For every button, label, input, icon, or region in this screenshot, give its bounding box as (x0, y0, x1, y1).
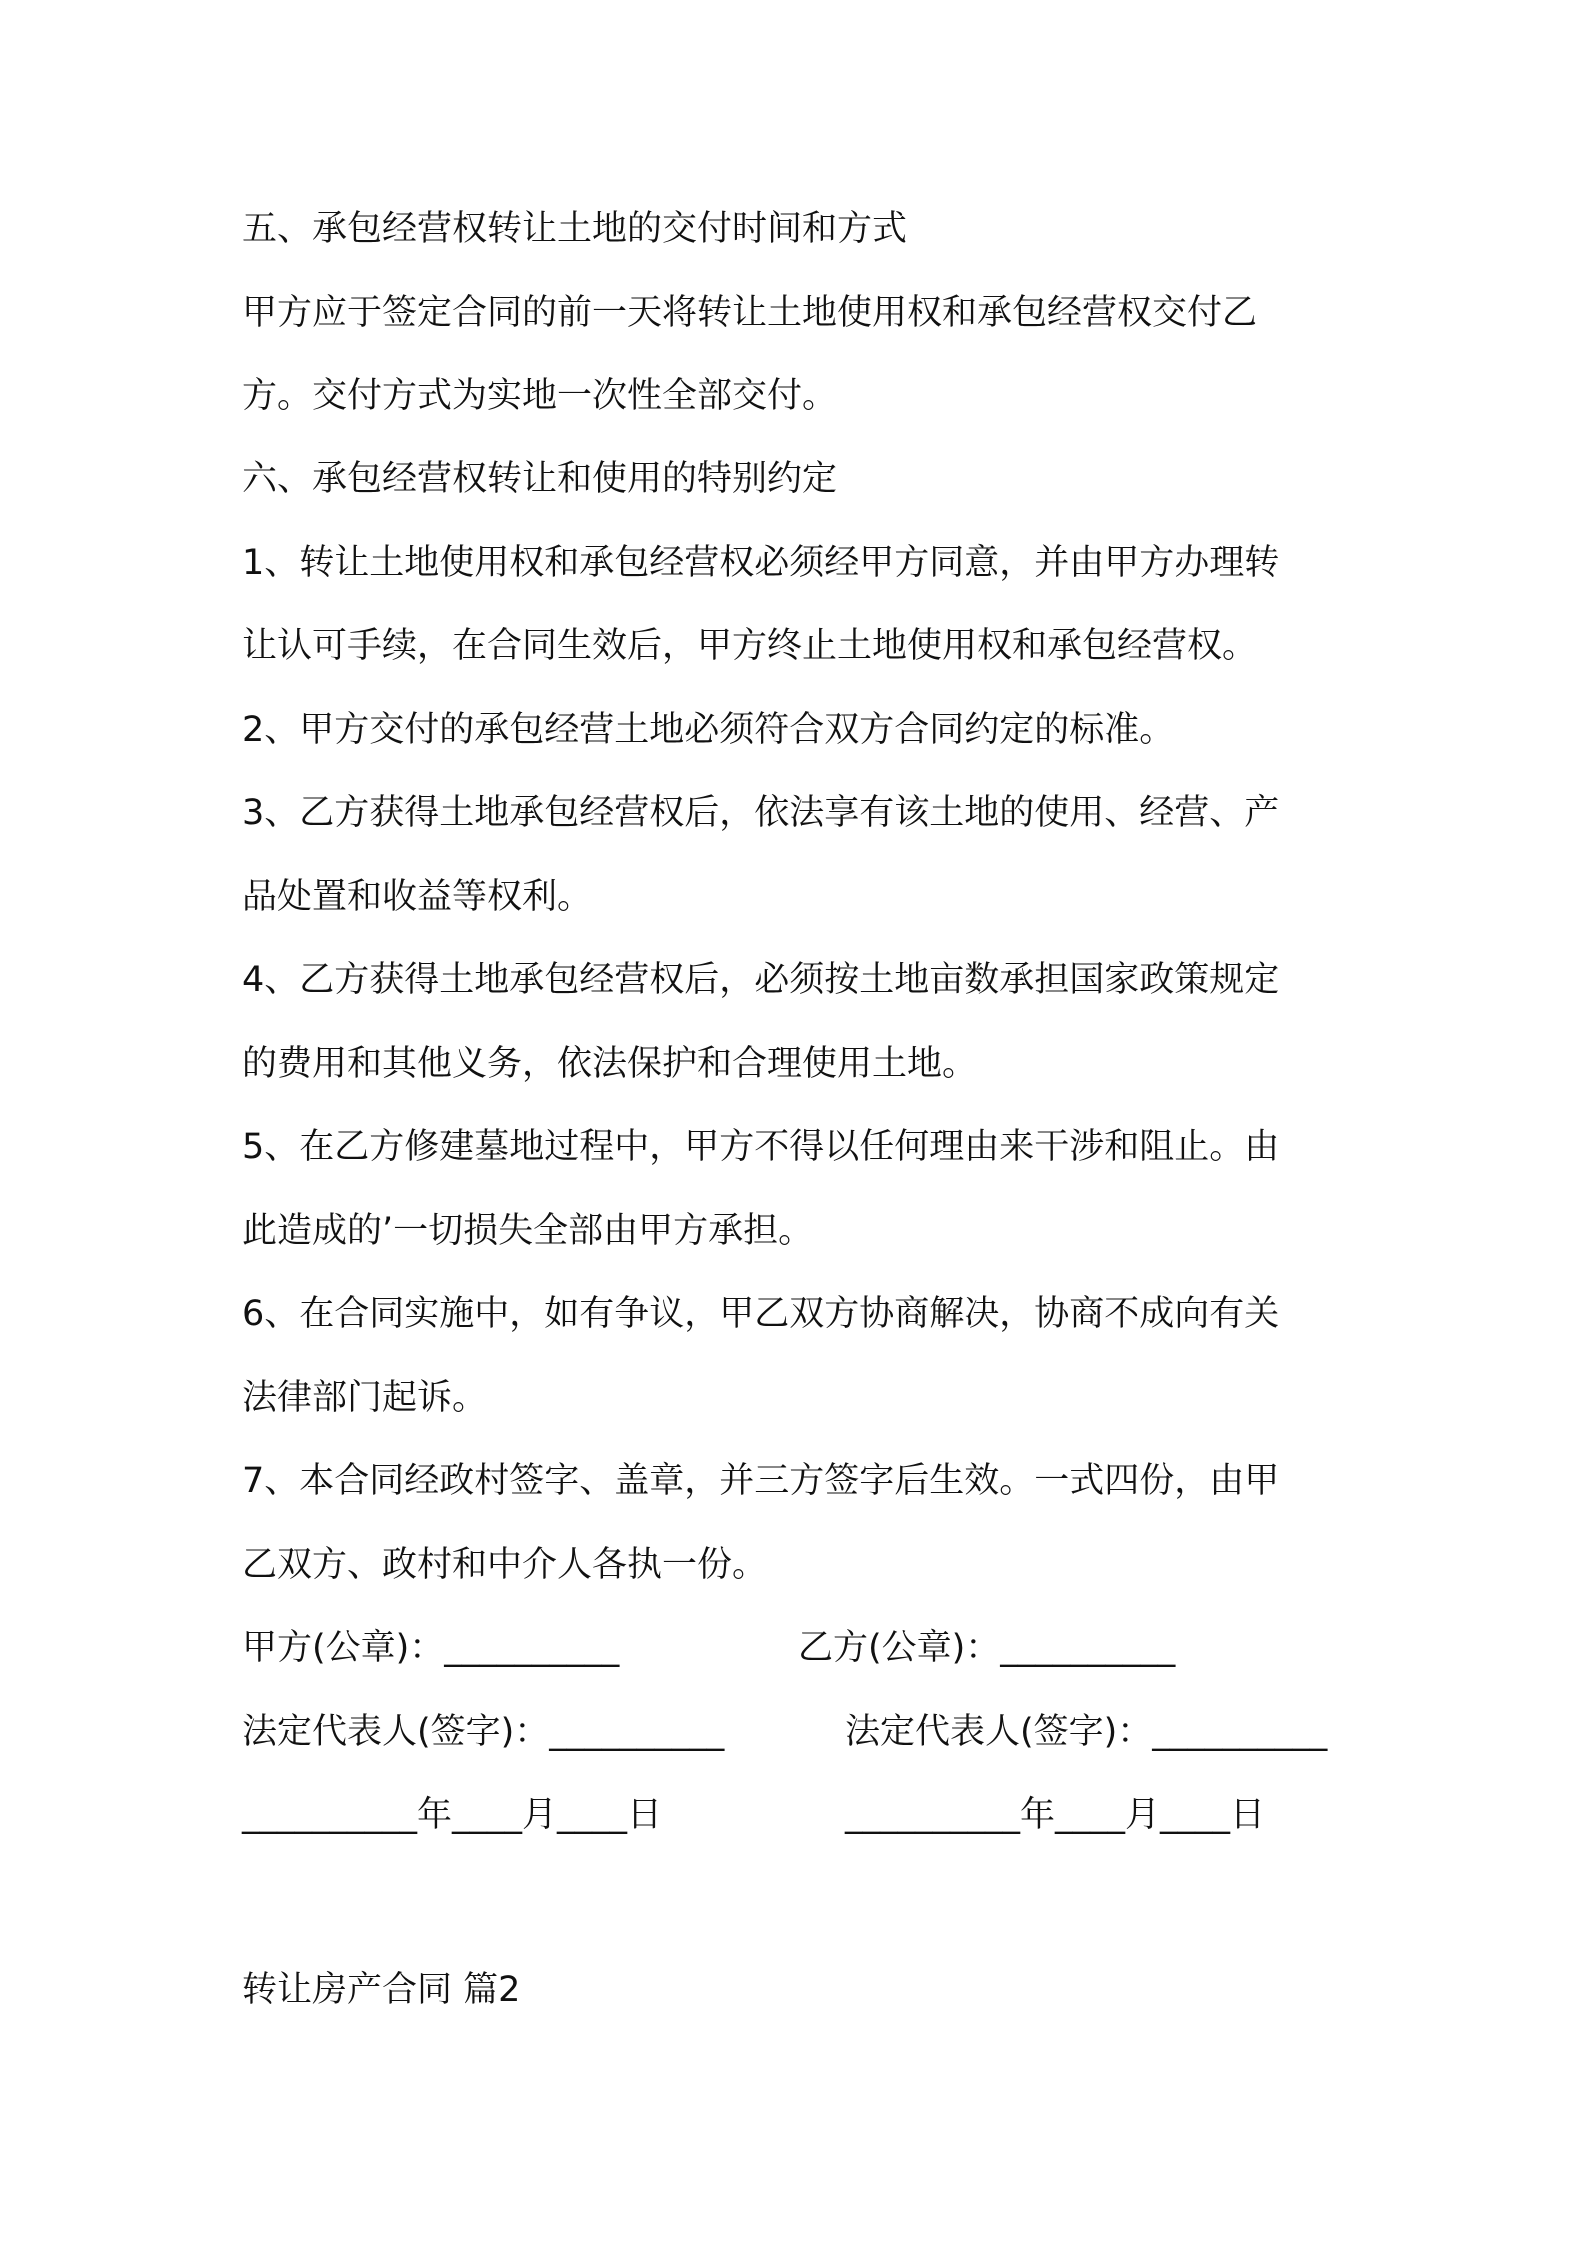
clause-3-line: 3、乙方获得土地承包经营权后，依法享有该土地的使用、经营、产 (242, 793, 1280, 833)
clause-7-line: 7、本合同经政村签字、盖章，并三方签字后生效。一式四份，由甲 (242, 1461, 1280, 1501)
clause-4-line: 的费用和其他义务，依法保护和合理使用土地。 (242, 1044, 978, 1084)
clause-3-line: 品处置和收益等权利。 (242, 877, 593, 917)
section-5-heading: 五、承包经营权转让土地的交付时间和方式 (242, 209, 908, 249)
party-b-representative-field: 法定代表人(签字)：__________ (845, 1712, 1328, 1752)
clause-5-line: 5、在乙方修建墓地过程中，甲方不得以任何理由来干涉和阻止。由 (242, 1127, 1280, 1167)
clause-5-line: 此造成的’一切损失全部由甲方承担。 (242, 1211, 814, 1251)
clause-1-line: 1、转让土地使用权和承包经营权必须经甲方同意，并由甲方办理转 (242, 543, 1280, 583)
section-6-heading: 六、承包经营权转让和使用的特别约定 (242, 459, 838, 499)
clause-4-line: 4、乙方获得土地承包经营权后，必须按土地亩数承担国家政策规定 (242, 960, 1280, 1000)
clause-6-line: 6、在合同实施中，如有争议，甲乙双方协商解决，协商不成向有关 (242, 1294, 1280, 1334)
party-a-seal-field: 甲方(公章)：__________ (242, 1628, 620, 1668)
party-b-date-field: __________年____月____日 (845, 1795, 1266, 1835)
clause-7-line: 乙双方、政村和中介人各执一份。 (242, 1545, 768, 1585)
party-a-date-field: __________年____月____日 (242, 1795, 663, 1835)
paragraph-line: 甲方应于签定合同的前一天将转让土地使用权和承包经营权交付乙 (242, 293, 1258, 333)
paragraph-line: 方。交付方式为实地一次性全部交付。 (242, 376, 838, 416)
party-a-representative-field: 法定代表人(签字)：__________ (242, 1712, 725, 1752)
clause-1-line: 让认可手续，在合同生效后，甲方终止土地使用权和承包经营权。 (242, 626, 1258, 666)
next-section-title: 转让房产合同 篇2 (242, 1970, 521, 2010)
clause-2-line: 2、甲方交付的承包经营土地必须符合双方合同约定的标准。 (242, 710, 1175, 750)
party-b-seal-field: 乙方(公章)：__________ (798, 1628, 1176, 1668)
clause-6-line: 法律部门起诉。 (242, 1378, 488, 1418)
